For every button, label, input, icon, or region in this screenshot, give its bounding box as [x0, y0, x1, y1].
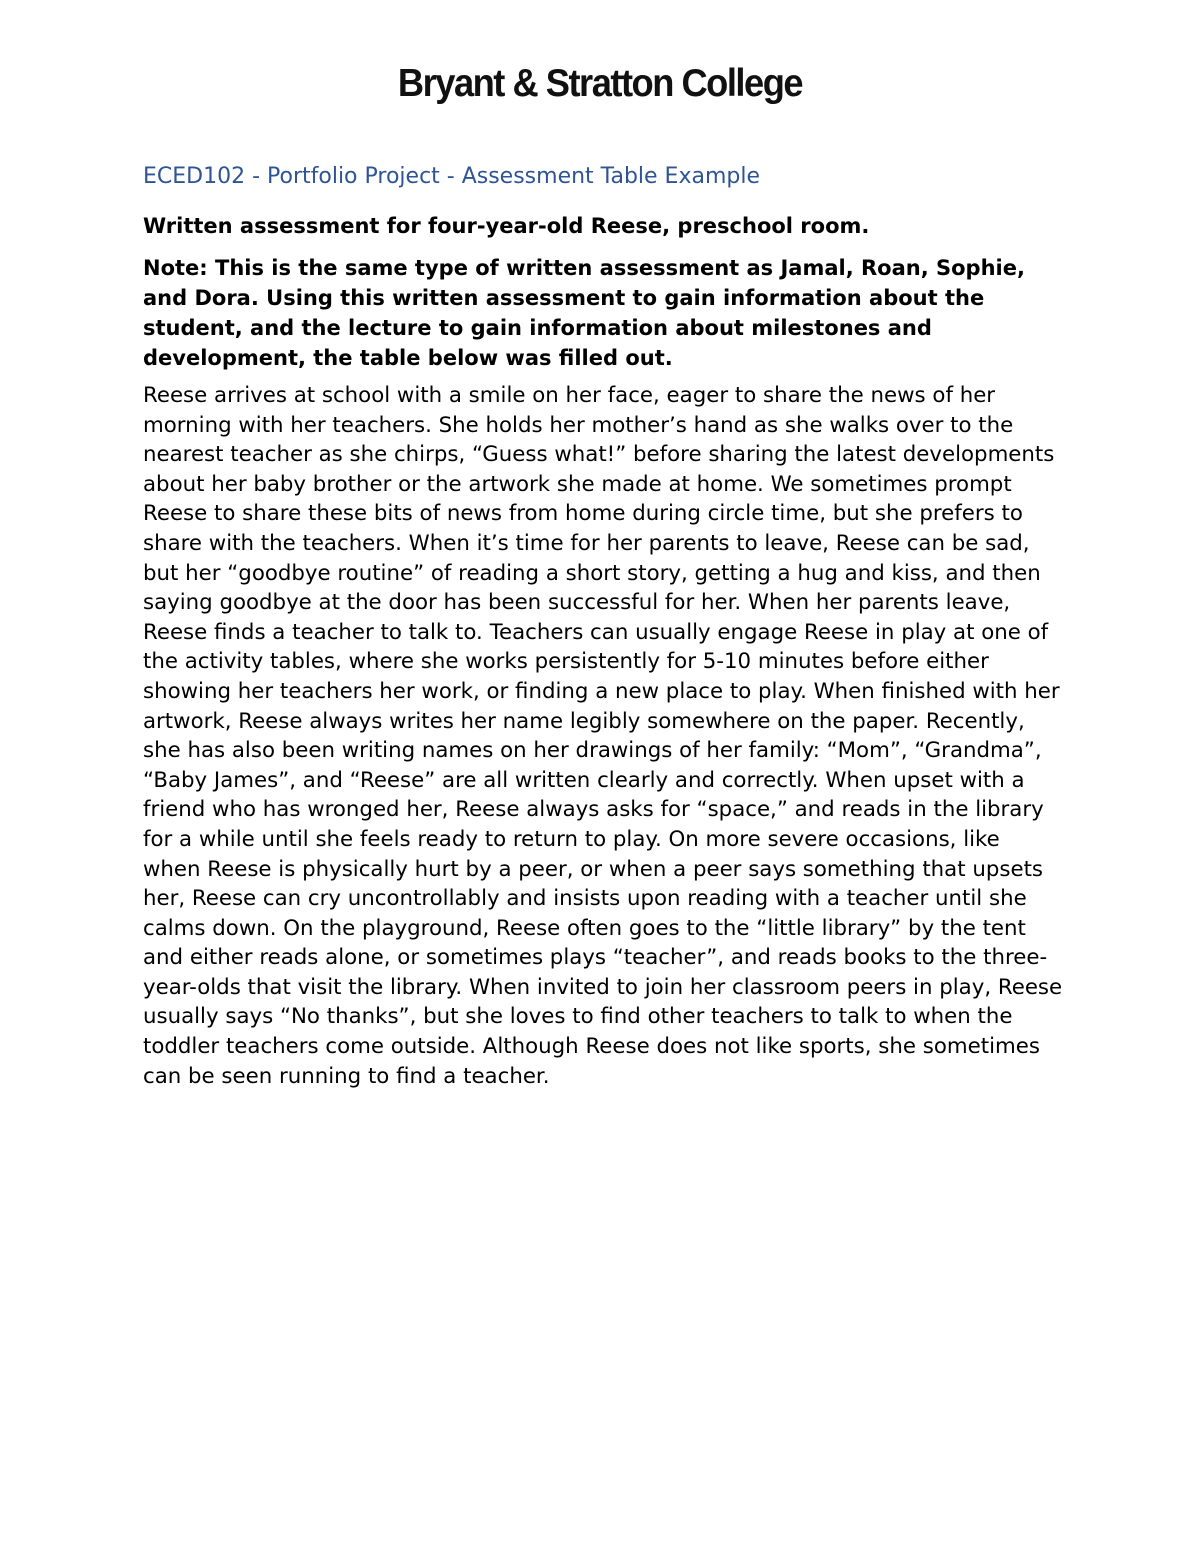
document-title: ECED102 - Portfolio Project - Assessment Table Example: [143, 164, 760, 189]
college-logo: Bryant & Stratton College: [397, 62, 803, 105]
assessment-lead: Written assessment for four-year-old Reese, preschool room.: [143, 214, 870, 238]
assessment-body: Reese arrives at school with a smile on her face, eager to share the news of her morning with her teachers. She holds her mother’s hand as she walks over to the nearest teacher as she chirps, “Guess what!” before sharing the latest developments about her baby brother or the artwork she made at home. We sometimes prompt Reese to share these bits of news from home during circle time, but she prefers to share with the teachers. When it’s time for her parents to leave, Reese can be sad, but her “goodbye routine” of reading a short story, getting a hug and kiss, and then saying goodbye at the door has been successful for her. When her parents leave, Reese finds a teacher to talk to. Teachers can usually engage Reese in play at one of the activity tables, where she works persistently for 5-10 minutes before either showing her teachers her work, or finding a new place to play. When finished with her artwork, Reese always writes her name legibly somewhere on the paper. Recently, she has also been writing names on her drawings of her family: “Mom”, “Grandma”, “Baby James”, and “Reese” are all written clearly and correctly. When upset with a friend who has wronged her, Reese always asks for “space,” and reads in the library for a while until she feels ready to return to play. On more severe occasions, like when Reese is physically hurt by a peer, or when a peer says something that upsets her, Reese can cry uncontrollably and insists upon reading with a teacher until she calms down. On the playground, Reese often goes to the “little library” by the tent and either reads alone, or sometimes plays “teacher”, and reads books to the three-year-olds that visit the library. When invited to join her classroom peers in play, Reese usually says “No thanks”, but she loves to find other teachers to talk to when the toddler teachers come outside. Although Reese does not like sports, she sometimes can be seen running to find a teacher.: [143, 383, 1063, 1089]
assessment-note: Note: This is the same type of written assessment as Jamal, Roan, Sophie, and Dora. Using this written assessment to gain information about the student, and the lecture to gain information about milestones and development, the table below was filled out.: [143, 256, 1025, 370]
document-content: [143, 161, 1063, 1091]
